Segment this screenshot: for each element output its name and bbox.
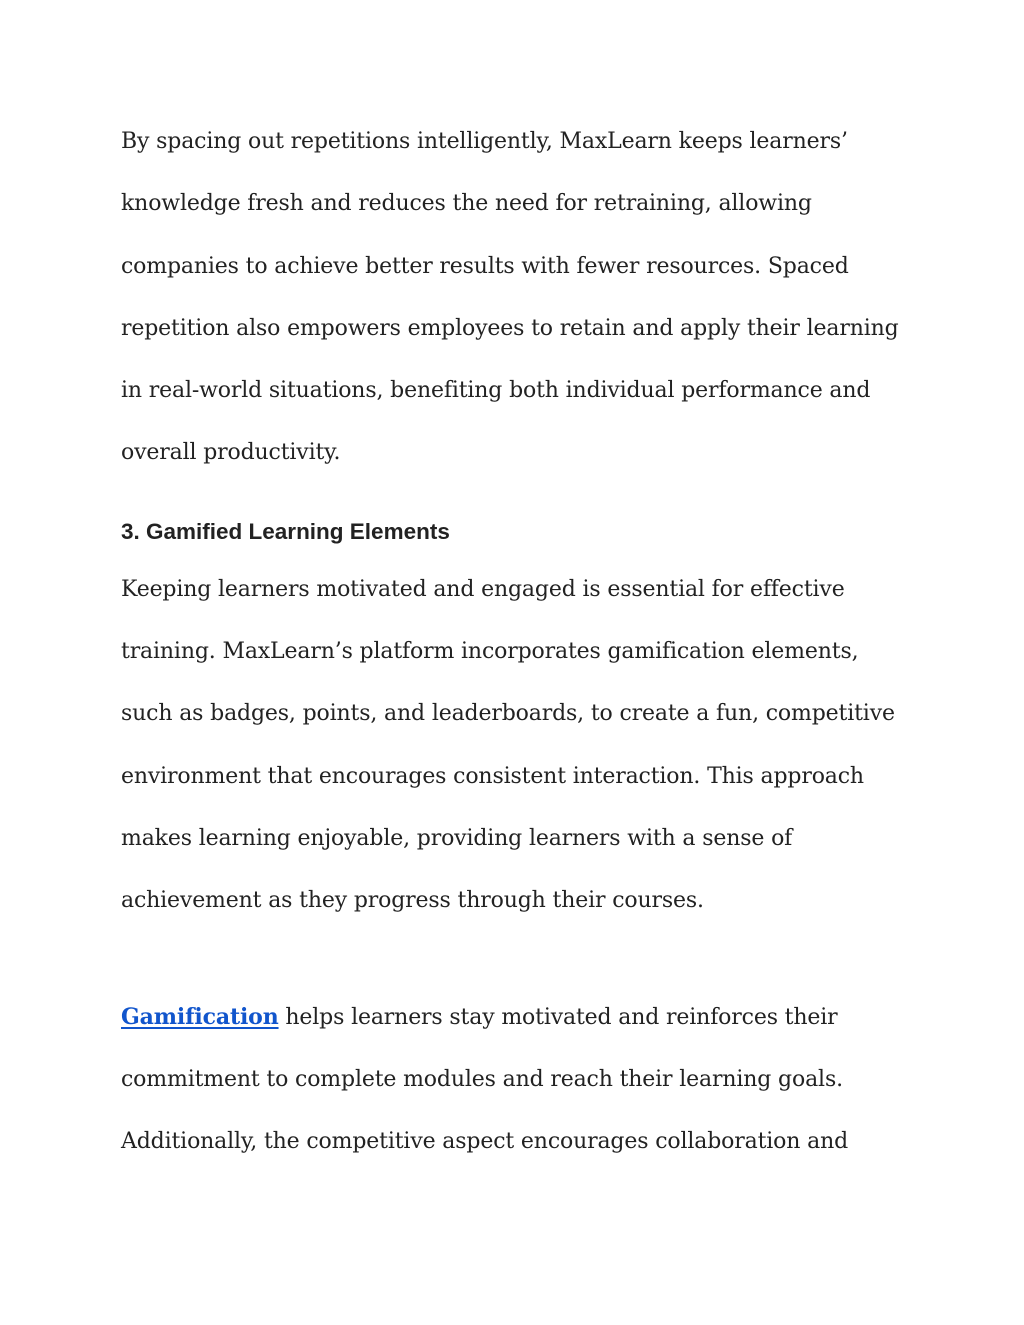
section-heading: 3. Gamified Learning Elements <box>121 518 450 544</box>
paragraph-spaced-repetition <box>121 111 911 485</box>
gamification-link[interactable]: Gamification <box>121 1003 279 1030</box>
text-line: such as badges, points, and leaderboards, to create a fun, competitive <box>121 701 895 727</box>
paragraph-spacer <box>121 485 911 511</box>
text-line-with-link <box>121 986 911 1049</box>
section-gamified-learning <box>121 511 911 933</box>
text-line: Additionally, the competitive aspect encourages collaboration and <box>121 1129 849 1155</box>
text-line: knowledge fresh and reduces the need for retraining, allowing <box>121 191 812 217</box>
paragraph-gamification <box>121 986 911 1174</box>
text-line: By spacing out repetitions intelligently, MaxLearn keeps learners’ <box>121 129 848 154</box>
text-fragment: helps learners stay motivated and reinforces their <box>278 1004 838 1030</box>
text-line: makes learning enjoyable, providing learners with a sense of <box>121 825 793 851</box>
text-line: training. MaxLearn’s platform incorporates gamification elements, <box>121 639 859 665</box>
text-line: Keeping learners motivated and engaged is essential for effective <box>121 576 845 602</box>
text-line: in real-world situations, benefiting both individual performance and <box>121 378 871 404</box>
text-line: commitment to complete modules and reach their learning goals. <box>121 1066 843 1092</box>
text-line: overall productivity. <box>121 440 341 466</box>
text-line: repetition also empowers employees to retain and apply their learning <box>121 315 899 341</box>
paragraph-spacer <box>121 933 911 986</box>
text-line: achievement as they progress through their courses. <box>121 888 704 914</box>
text-line: companies to achieve better results with fewer resources. Spaced <box>121 253 849 279</box>
text-line: environment that encourages consistent interaction. This approach <box>121 763 864 789</box>
document-body <box>121 111 911 1173</box>
